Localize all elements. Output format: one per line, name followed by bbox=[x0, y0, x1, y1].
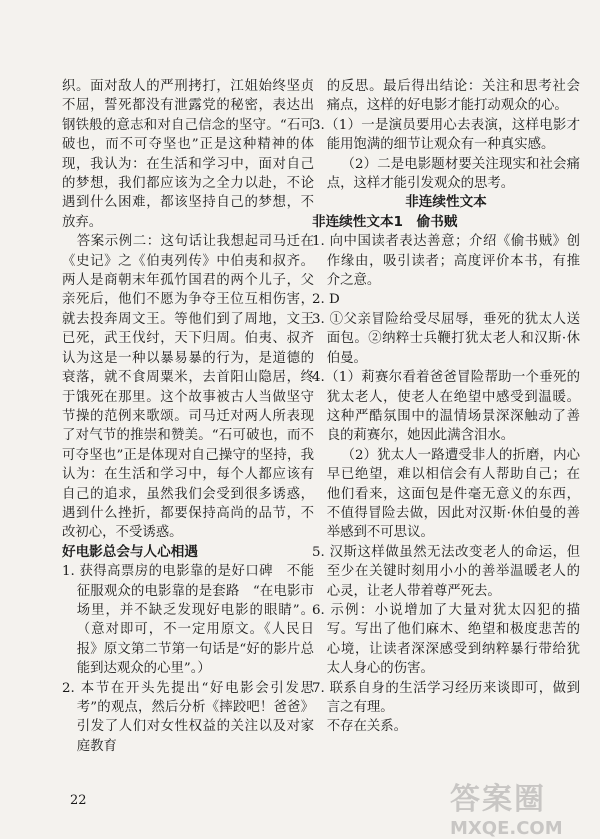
left-column bbox=[62, 77, 314, 756]
answer-r4a: 4.（1）莉赛尔看着爸爸冒险帮助一个垂死的犹太老人，使老人在绝望中感受到温暖。这种严酷氛围中的温情场景深深触动了善良的莉赛尔，她因此满含泪水。 bbox=[312, 370, 580, 444]
answer-r7-extra: 不存在关系。 bbox=[326, 719, 408, 735]
answer-r1: 1. 向中国读者表达善意；介绍《偷书贼》创作缘由，吸引读者；高度评价本书，有推介之意。 bbox=[312, 234, 580, 289]
answer-r2: 2. D bbox=[312, 292, 340, 308]
section-title: 非连续性文本 bbox=[405, 194, 487, 211]
paragraph-essay-example-one: 织。面对敌人的严刑拷打，江姐始终坚贞不屈，誓死都没有泄露党的秘密，表达出钢铁般的意志和对自己信念的坚守。“石可破也，而不可夺坚也”正是这种精神的体现，我认为：在生活和学习中，面对自己的梦想，我们都应该为之全力以赴，不论遇到什么困难，都该坚持自己的梦想，不放弃。 bbox=[62, 79, 314, 230]
answer-item-3a: 3.（1）一是演员要用心去表演，这样电影才能用饱满的细节让观众有一种真实感。 bbox=[312, 117, 580, 153]
watermark-url: MXQE.COM bbox=[450, 818, 563, 839]
answer-r3: 3. ①父亲冒险给受尽屈辱，垂死的犹太人送面包。②纳粹士兵鞭打犹太老人和汉斯·休伯曼。 bbox=[312, 311, 580, 366]
answer-r7: 7. 联系自身的生活学习经历来谈即可，做到言之有理。 bbox=[312, 680, 580, 715]
watermark-text: 答案圈 bbox=[450, 782, 546, 817]
page-number: 22 bbox=[70, 793, 87, 808]
heading-good-films: 好电影总会与人心相遇 bbox=[62, 543, 198, 560]
answer-item-2-continued: 的反思。最后得出结论：关注和思考社会痛点，这样的好电影才能打动观众的心。 bbox=[326, 79, 580, 114]
watermark-logo bbox=[450, 774, 590, 839]
answer-r4b: （2）犹太人一路遭受非人的折磨，内心早已绝望，难以相信会有人帮助自己；在他们看来，这面包是件毫无意义的东西，不值得冒险去做，因此对汉斯·休伯曼的善举感到不可思议。 bbox=[326, 447, 580, 541]
answer-r5: 5. 汉斯这样做虽然无法改变老人的命运，但至少在关键时刻用小小的善举温暖老人的心灵，让老人带着尊严死去。 bbox=[312, 544, 580, 599]
answer-item-2: 2. 本节在开头先提出“好电影会引发思考”的观点，然后分析《摔跤吧！爸爸》引发了人们对女性权益的关注以及对家庭教育 bbox=[62, 680, 314, 754]
paragraph-essay-example-two: 答案示例二：这句话让我想起司马迁在《史记》之《伯夷列传》中伯夷和叔齐。两人是商朝末年孤竹国君的两个儿子，父亲死后，他们不愿为争夺王位互相伤害，就去投奔周文王。等他们到了周地，文王已死，武王伐纣，天下归周。伯夷、叔齐认为这是一种以暴易暴的行为，是道德的衰落，就不食周粟米，去首阳山隐居，终于饿死在那里。这个故事被古人当做坚守节操的范例来歌颂。司马迁对两人所表现了对气节的推崇和赞美。“石可破也，而不可夺坚也”正是体现对自己操守的坚持，我认为：在生活和学习中，每个人都应该有自己的追求，虽然我们会受到很多诱惑，遇到什么挫折，都要保持高尚的品节，不改初心，不受诱惑。 bbox=[62, 234, 314, 541]
subsection-title: 非连续性文本1 偷书贼 bbox=[312, 213, 458, 230]
answer-item-1: 1. 获得高票房的电影靠的是好口碑 不能征服观众的电影靠的是套路 “在电影市场里，并不缺乏发现好电影的眼睛”。（意对即可，不一定用原文。《人民日报》原文第二节第一句话是“好的影片总能到达观众的心里”。） bbox=[62, 564, 314, 677]
answer-item-3b: （2）二是电影题材要关注现实和社会痛点，这样才能引发观众的思考。 bbox=[326, 156, 580, 192]
right-column bbox=[312, 77, 580, 737]
answer-r6: 6. 示例：小说增加了大量对犹太囚犯的描写。写出了他们麻木、绝望和极度悲苦的心境，让读者深深感受到纳粹暴行带给犹太人身心的伤害。 bbox=[312, 602, 580, 677]
